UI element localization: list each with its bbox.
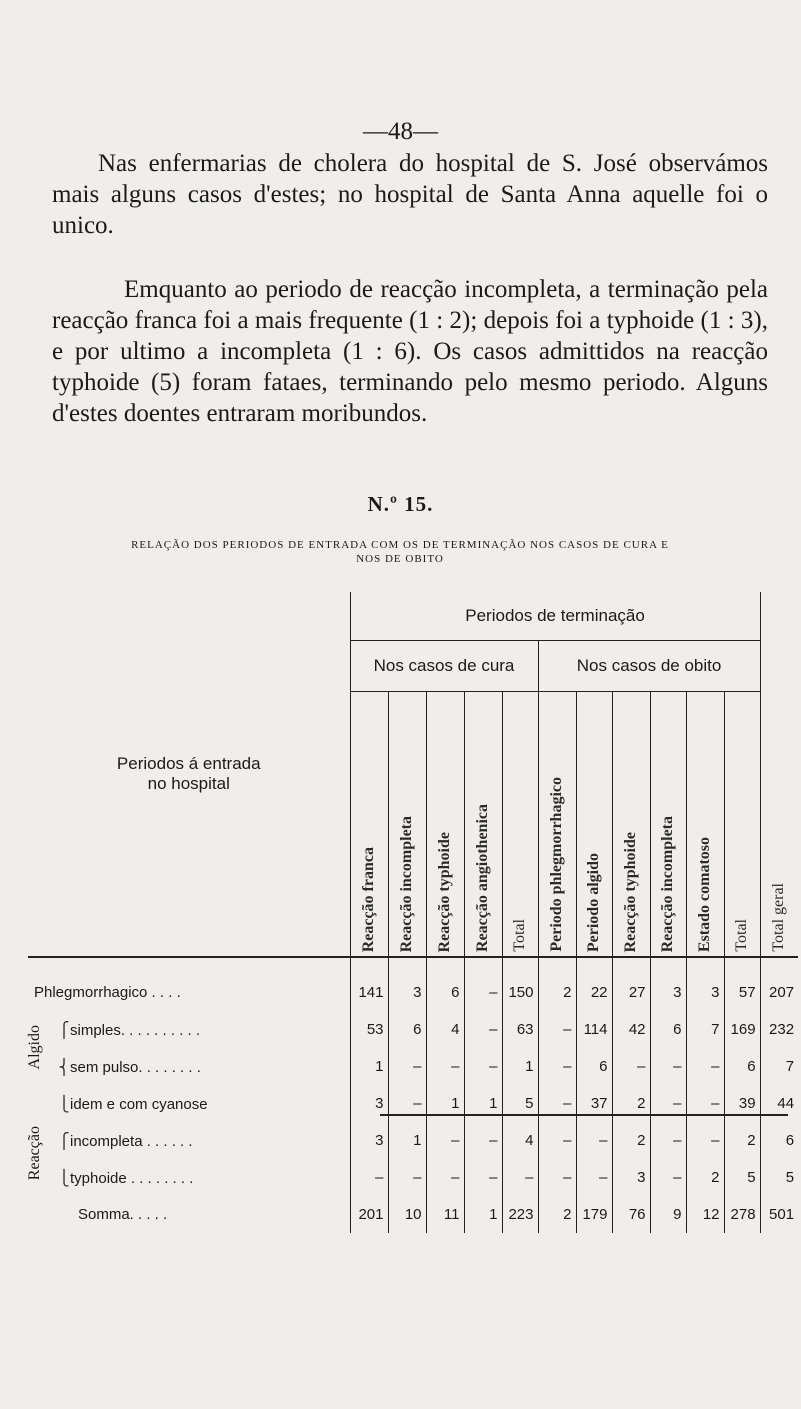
table-cell: 39: [724, 1085, 760, 1122]
table-cell: 27: [612, 957, 650, 1011]
table-cell: 63: [502, 1011, 538, 1048]
table-cell: 169: [724, 1011, 760, 1048]
table-cell: 1: [502, 1048, 538, 1085]
table-cell: 2: [538, 1196, 576, 1233]
table-cell: 6: [388, 1011, 426, 1048]
table-cell: –: [650, 1159, 686, 1196]
table-cell: 9: [650, 1196, 686, 1233]
col-header-total-geral: Total geral: [760, 592, 798, 957]
table-cell: –: [538, 1159, 576, 1196]
table-cell: 2: [538, 957, 576, 1011]
row-label-text: sem pulso. . . . . . . .: [70, 1058, 201, 1076]
corner-header: Periodos á entrada no hospital: [116, 754, 261, 793]
row-label: [28, 957, 350, 1011]
row-label: [28, 1159, 350, 1196]
col-header: Reacção angiothenica: [464, 692, 502, 958]
table-cell: 201: [350, 1196, 388, 1233]
col-header: Periodo algido: [576, 692, 612, 958]
col-header: Total: [724, 692, 760, 958]
table-cell: 1: [388, 1122, 426, 1159]
brace-glyph: ⎧: [58, 1021, 70, 1039]
table-cell: 3: [686, 957, 724, 1011]
table-cell: 4: [426, 1011, 464, 1048]
table-cell: 2: [724, 1122, 760, 1159]
table-cell: 44: [760, 1085, 798, 1122]
table-cell: –: [426, 1048, 464, 1085]
table-cell: 2: [686, 1159, 724, 1196]
col-header: Reacção typhoide: [426, 692, 464, 958]
table-cell: 6: [760, 1122, 798, 1159]
table-cell: 223: [502, 1196, 538, 1233]
table-cell: 232: [760, 1011, 798, 1048]
table-cell: 76: [612, 1196, 650, 1233]
table-cell: 12: [686, 1196, 724, 1233]
table-cell: 3: [388, 957, 426, 1011]
table-number: N.º 15.: [367, 492, 434, 516]
col-header: Estado comatoso: [686, 692, 724, 958]
table-cell: –: [686, 1085, 724, 1122]
table-cell: –: [464, 1159, 502, 1196]
table-cell: 7: [686, 1011, 724, 1048]
table-cell: 53: [350, 1011, 388, 1048]
table-cell: 10: [388, 1196, 426, 1233]
table-cell: –: [464, 1122, 502, 1159]
row-label-text: idem e com cyanose: [70, 1095, 208, 1113]
row-label-text: typhoide . . . . . . . .: [70, 1169, 194, 1187]
table-cell: –: [686, 1048, 724, 1085]
table-cell: 6: [724, 1048, 760, 1085]
table-cell: 6: [576, 1048, 612, 1085]
table-cell: 1: [464, 1085, 502, 1122]
brace-glyph: ⎨: [58, 1058, 70, 1076]
table-cell: –: [502, 1159, 538, 1196]
table-cell: –: [388, 1085, 426, 1122]
group-header: Periodos de terminação: [350, 592, 760, 641]
table-cell: –: [650, 1085, 686, 1122]
table-cell: –: [612, 1048, 650, 1085]
table-cell: –: [686, 1122, 724, 1159]
col-header: Reacção incompleta: [388, 692, 426, 958]
data-table: [28, 592, 798, 1233]
col-header: Total: [502, 692, 538, 958]
table-cell: –: [388, 1048, 426, 1085]
table-cell: 5: [724, 1159, 760, 1196]
table-cell: –: [650, 1122, 686, 1159]
table-cell: 4: [502, 1122, 538, 1159]
table-cell: 57: [724, 957, 760, 1011]
table-cell: –: [576, 1159, 612, 1196]
table-cell: –: [426, 1159, 464, 1196]
table-cell: –: [576, 1122, 612, 1159]
col-header: Reacção typhoide: [612, 692, 650, 958]
brace-glyph: ⎩: [58, 1095, 70, 1113]
table-cell: –: [426, 1122, 464, 1159]
table-cell: 2: [612, 1085, 650, 1122]
table-cell: –: [464, 1011, 502, 1048]
col-header: Reacção franca: [350, 692, 388, 958]
table-cell: –: [464, 1048, 502, 1085]
table-row: [28, 1085, 798, 1122]
table-cell: –: [350, 1159, 388, 1196]
table-row: [28, 1159, 798, 1196]
bottom-rule: [380, 1114, 788, 1116]
row-label-text: Phlegmorrhagico . . . .: [34, 984, 181, 1001]
table-row: [28, 1048, 798, 1085]
table-cell: 501: [760, 1196, 798, 1233]
table-cell: 114: [576, 1011, 612, 1048]
table-cell: 42: [612, 1011, 650, 1048]
table-cell: 5: [760, 1159, 798, 1196]
table-cell: 7: [760, 1048, 798, 1085]
obito-header: Nos casos de obito: [538, 641, 760, 692]
table-cell: 5: [502, 1085, 538, 1122]
table-cell: 3: [350, 1122, 388, 1159]
table-cell: 278: [724, 1196, 760, 1233]
table-cell: 3: [612, 1159, 650, 1196]
table-cell: 1: [426, 1085, 464, 1122]
table-cell: –: [538, 1048, 576, 1085]
paragraph-1: Nas enfermarias de cholera do hospital de S. José observámos mais alguns casos d'estes; no hospital de Santa Anna aquelle foi o unico.: [52, 150, 768, 239]
table-cell: 150: [502, 957, 538, 1011]
row-label-text: incompleta . . . . . .: [70, 1132, 193, 1150]
group-label-reaccao: Reacção: [26, 1126, 43, 1181]
table-cell: 6: [650, 1011, 686, 1048]
row-label: [28, 1048, 350, 1085]
table-cell: –: [538, 1122, 576, 1159]
row-label: [28, 1196, 350, 1233]
table-cell: 3: [350, 1085, 388, 1122]
table-row: [28, 1196, 798, 1233]
table-cell: 22: [576, 957, 612, 1011]
table-cell: –: [464, 957, 502, 1011]
table-row: [28, 1122, 798, 1159]
table-cell: 6: [426, 957, 464, 1011]
table-cell: –: [538, 1085, 576, 1122]
table-cell: –: [388, 1159, 426, 1196]
col-header: Periodo phlegmorrhagico: [538, 692, 576, 958]
brace-glyph: ⎩: [58, 1169, 70, 1187]
table-row: [28, 957, 798, 1011]
table-cell: 141: [350, 957, 388, 1011]
row-label: [28, 1085, 350, 1122]
row-label-text: simples. . . . . . . . . .: [70, 1021, 201, 1039]
table-body: [28, 957, 798, 1233]
table-cell: 1: [350, 1048, 388, 1085]
table-cell: 3: [650, 957, 686, 1011]
row-label-text: Somma. . . . .: [78, 1206, 168, 1223]
table-cell: –: [650, 1048, 686, 1085]
paragraph-2: Emquanto ao periodo de reacção incompleta, a terminação pela reacção franca foi a mais frequente (1 : 2); depois foi a typhoide (1 : 3), e por ultimo a incompleta (1 : 6). Os casos admittidos na reacção typhoide (5) foram fataes, terminando pelo mesmo periodo. Alguns d'estes doentes entraram moribundos.: [52, 276, 768, 427]
group-label-algido: Algido: [26, 1025, 43, 1070]
brace-glyph: ⎧: [58, 1132, 70, 1150]
table-cell: 11: [426, 1196, 464, 1233]
table-cell: 37: [576, 1085, 612, 1122]
table-cell: 1: [464, 1196, 502, 1233]
col-header: Reacção incompleta: [650, 692, 686, 958]
table-cell: –: [538, 1011, 576, 1048]
table-cell: 207: [760, 957, 798, 1011]
cura-header: Nos casos de cura: [350, 641, 538, 692]
table-cell: 2: [612, 1122, 650, 1159]
table-caption: RELAÇÃO DOS PERIODOS DE ENTRADA COM OS DE TERMINAÇÃO NOS CASOS DE CURA E NOS DE OBITO: [131, 539, 669, 565]
table-cell: 179: [576, 1196, 612, 1233]
table-row: [28, 1011, 798, 1048]
page-number: —48—: [363, 118, 438, 145]
